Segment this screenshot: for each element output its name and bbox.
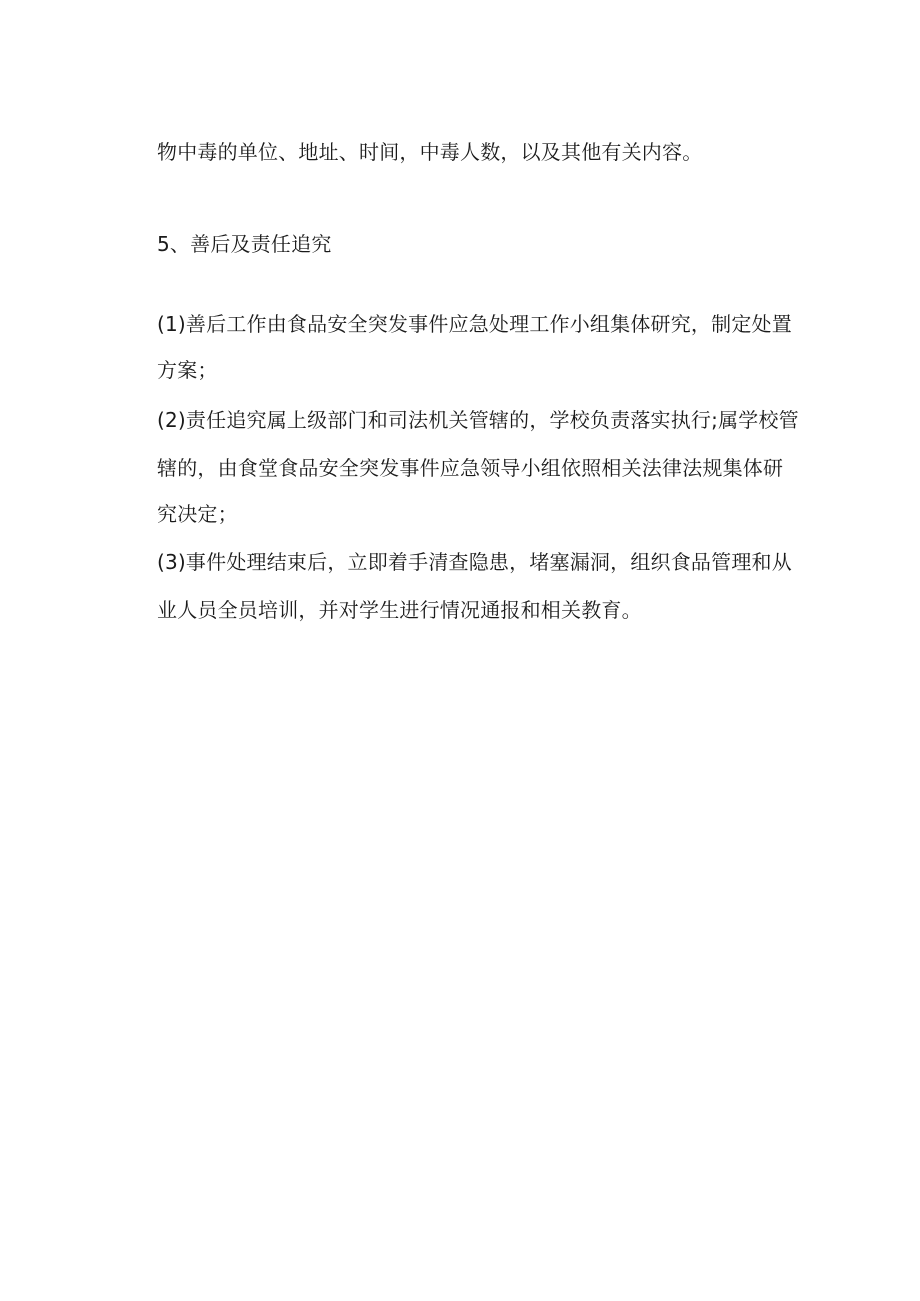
list-item-line: 业人员全员培训，并对学生进行情况通报和相关教育。: [157, 598, 642, 622]
list-item-line: 究决定；: [157, 502, 238, 526]
list-item-line: (3)事件处理结束后，立即着手清查隐患，堵塞漏洞，组织食品管理和从: [157, 550, 792, 574]
section-heading: 5、善后及责任追究: [157, 232, 332, 256]
list-item-line: (1)善后工作由食品安全突发事件应急处理工作小组集体研究，制定处置: [157, 312, 792, 336]
list-item-line: 方案；: [157, 358, 218, 382]
continuation-paragraph: 物中毒的单位、地址、时间，中毒人数，以及其他有关内容。: [157, 140, 703, 164]
list-item-line: (2)责任追究属上级部门和司法机关管辖的，学校负责落实执行;属学校管: [157, 408, 799, 432]
list-item-line: 辖的，由食堂食品安全突发事件应急领导小组依照相关法律法规集体研: [157, 456, 784, 480]
